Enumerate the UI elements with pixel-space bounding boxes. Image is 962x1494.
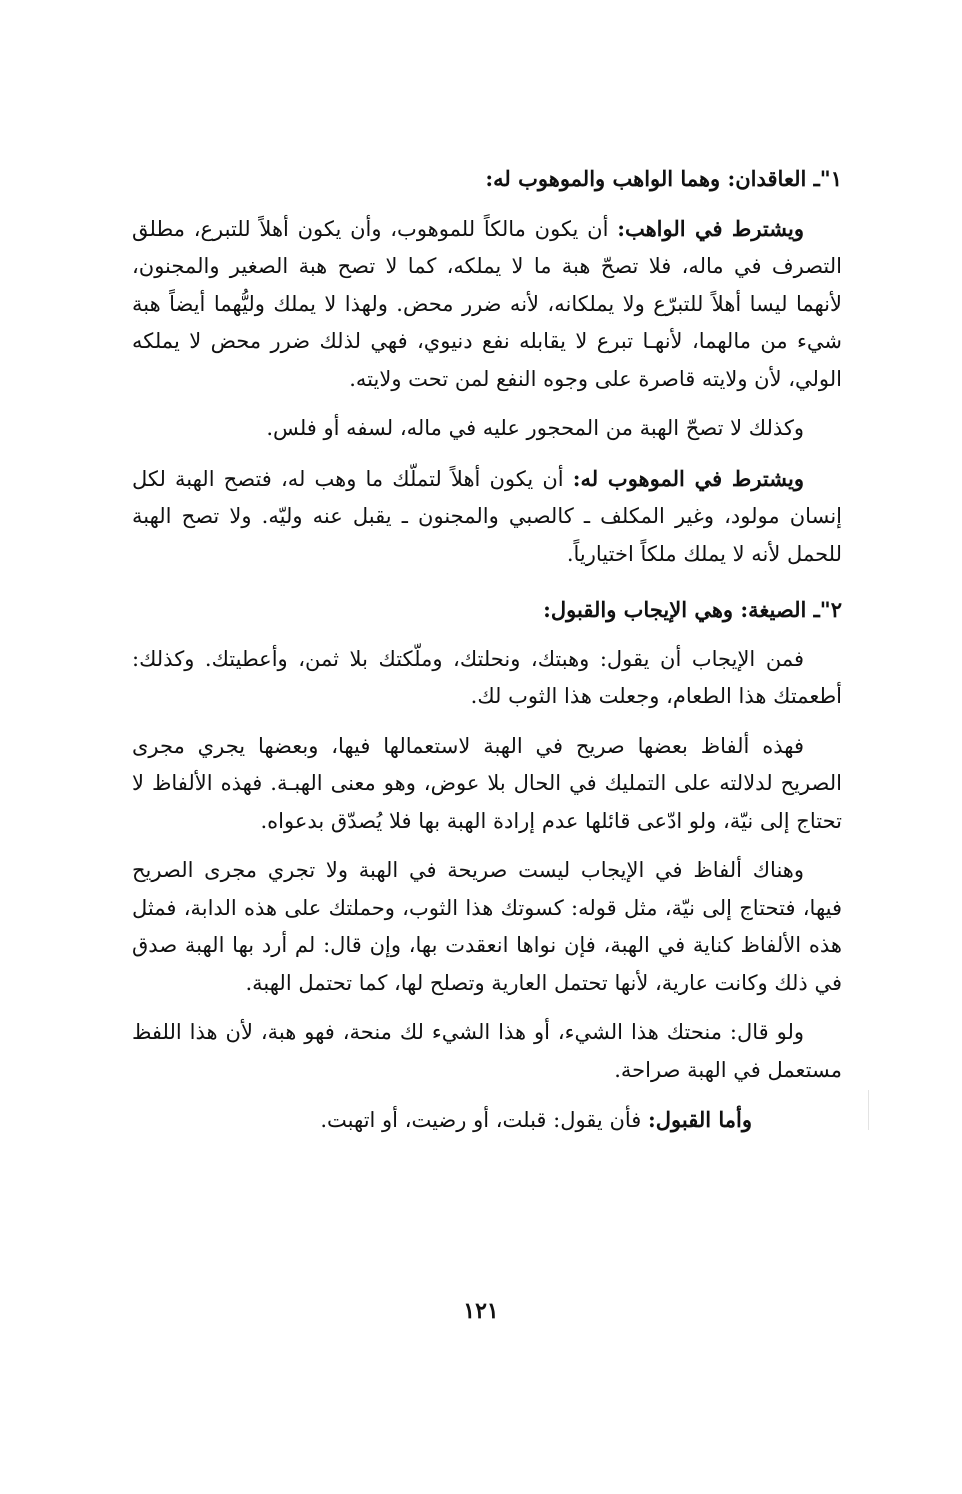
paragraph-text-recipient: أن يكون أهلاً لتملّك ما وهب له، فتصح الهبة لكل إنسان مولود، وغير المكلف ـ كالصبي والمجنون ـ يقبل عنه وليّه. ولا تصح الهبة للحمل لأنه لا يملك ملكاً اختيارياً. <box>132 466 842 566</box>
paragraph-lead-recipient: ويشترط في الموهوب له: <box>572 465 804 491</box>
paragraph-recipient-conditions <box>132 460 842 574</box>
paragraph-lead-donor: ويشترط في الواهب: <box>617 215 804 241</box>
paragraph-implicit-words: وهناك ألفاظ في الإيجاب ليست صريحة في الهبة ولا تجري مجرى الصريح فيها، فتحتاج إلى نيّة، مثل قوله: كسوتك هذا الثوب، وحملتك على هذه الدابة، فمثل هذه الألفاظ كناية في الهبة، فإن نواها انعقدت بها، وإن قال: لم أرد بها الهبة صدق في ذلك وكانت عارية، لأنها تحتمل العارية وتصلح لها، كما تحتمل الهبة. <box>132 858 842 995</box>
paragraph-offer-examples: فمن الإيجاب أن يقول: وهبتك، ونحلتك، وملّكتك بلا ثمن، وأعطيتك. وكذلك: أطعمتك هذا الطعام، وجعلت هذا الثوب لك. <box>132 646 842 708</box>
paragraph-text-acceptance: فأن يقول: قبلت، أو رضيت، أو اتهبت. <box>320 1108 648 1132</box>
page-body <box>132 160 842 1152</box>
section-heading-contracting-parties: ١"ـ العاقدان: وهما الواهب والموهوب له: <box>485 166 842 191</box>
paragraph-grant-word: ولو قال: منحتك هذا الشيء، أو هذا الشيء لك منحة، فهو هبة، لأن هذا اللفظ مستعمل في الهبة صراحة. <box>132 1020 842 1082</box>
paragraph-interdicted-person: وكذلك لا تصحّ الهبة من المحجور عليه في ماله، لسفه أو فلس. <box>266 416 804 440</box>
page-number: ١٢١ <box>463 1298 499 1324</box>
section-heading-formula: ٢"ـ الصيغة: وهي الإيجاب والقبول: <box>543 597 842 622</box>
paragraph-explicit-words: فهذه ألفاظ بعضها صريح في الهبة لاستعمالها فيها، وبعضها يجري مجرى الصريح لدلالته على التمليك في الحال بلا عوض، وهو معنى الهبـة. فهذه الألفاظ لا تحتاج إلى نيّة، ولو ادّعى قائلها عدم إرادة الهبة بها فلا يُصدّق بدعواه. <box>132 733 842 833</box>
paragraph-donor-conditions <box>132 210 842 399</box>
paragraph-acceptance <box>132 1101 842 1140</box>
paragraph-lead-acceptance: وأما القبول: <box>648 1107 752 1132</box>
margin-rule <box>868 1090 869 1130</box>
paragraph-text-donor: أن يكون مالكاً للموهوب، وأن يكون أهلاً للتبرع، مطلق التصرف في ماله، فلا تصحّ هبة ما لا يملكه، كما لا تصح هبة الصغير والمجنون، لأنهما ليسا أهلاً للتبرّع ولا يملكانه، لأنه ضرر محض. ولهذا لا يملك وليُّهما أيضاً هبة شيء من مالهما، لأنهـا تبرع لا يقابله نفع دنيوي، فهي لذلك ضرر محض لا يملكه الولي، لأن ولايته قاصرة على وجوه النفع لمن تحت ولايته. <box>132 216 842 391</box>
